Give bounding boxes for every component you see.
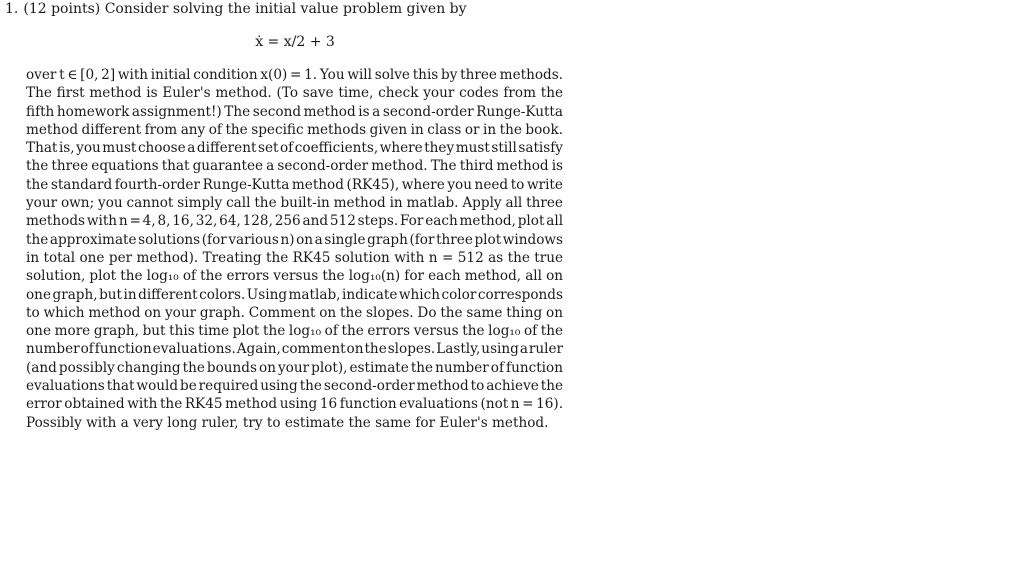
body-line: Possibly with a very long ruler, try to estimate the same for Euler's method. xyxy=(26,414,549,431)
body-line: to which method on your graph. Comment on the slopes. Do the same thing on xyxy=(26,304,563,321)
body-line: number of function evaluations. Again, comment on the slopes. Lastly, using a ruler xyxy=(26,341,564,358)
body-line: method different from any of the specific methods given in class or in the book. xyxy=(26,121,564,138)
body-line: the three equations that guarantee a second-order method. The third method is xyxy=(26,158,564,175)
problem-number: 1. xyxy=(5,1,19,17)
differential-equation: ẋ = x/2 + 3 xyxy=(255,34,335,50)
problem-intro: (12 points) Consider solving the initial value problem given by xyxy=(23,1,467,17)
body-line: the standard fourth-order Runge-Kutta method (RK45), where you need to write xyxy=(26,176,563,193)
body-line: methods with n = 4, 8, 16, 32, 64, 128, 256 and 512 steps. For each method, plot all xyxy=(26,213,564,230)
body-line: your own; you cannot simply call the built-in method in matlab. Apply all three xyxy=(26,195,563,212)
body-line: one graph, but in different colors. Using matlab, indicate which color corresponds xyxy=(26,286,563,303)
problem-header xyxy=(5,1,467,17)
body-line: That is, you must choose a different set of coefficients, where they must still satisfy xyxy=(26,140,563,157)
body-line: evaluations that would be required using the second-order method to achieve the xyxy=(26,378,563,395)
body-line: the approximate solutions (for various n) on a single graph (for three plot windows xyxy=(26,231,563,248)
problem-body xyxy=(26,66,563,432)
body-line: in total one per method). Treating the RK45 solution with n = 512 as the true xyxy=(26,249,564,266)
body-line: The first method is Euler's method. (To save time, check your codes from the xyxy=(26,85,564,102)
body-line: solution, plot the log₁₀ of the errors versus the log₁₀(n) for each method, all on xyxy=(26,268,564,285)
body-line: fifth homework assignment!) The second method is a second-order Runge-Kutta xyxy=(26,103,563,120)
body-line: error obtained with the RK45 method using 16 function evaluations (not n = 16). xyxy=(26,396,564,413)
body-line: over t ∈ [0, 2] with initial condition x(0) = 1. You will solve this by three methods. xyxy=(26,67,564,83)
body-line: one more graph, but this time plot the log₁₀ of the errors versus the log₁₀ of the xyxy=(26,323,564,340)
body-line: (and possibly changing the bounds on your plot), estimate the number of function xyxy=(26,359,563,376)
